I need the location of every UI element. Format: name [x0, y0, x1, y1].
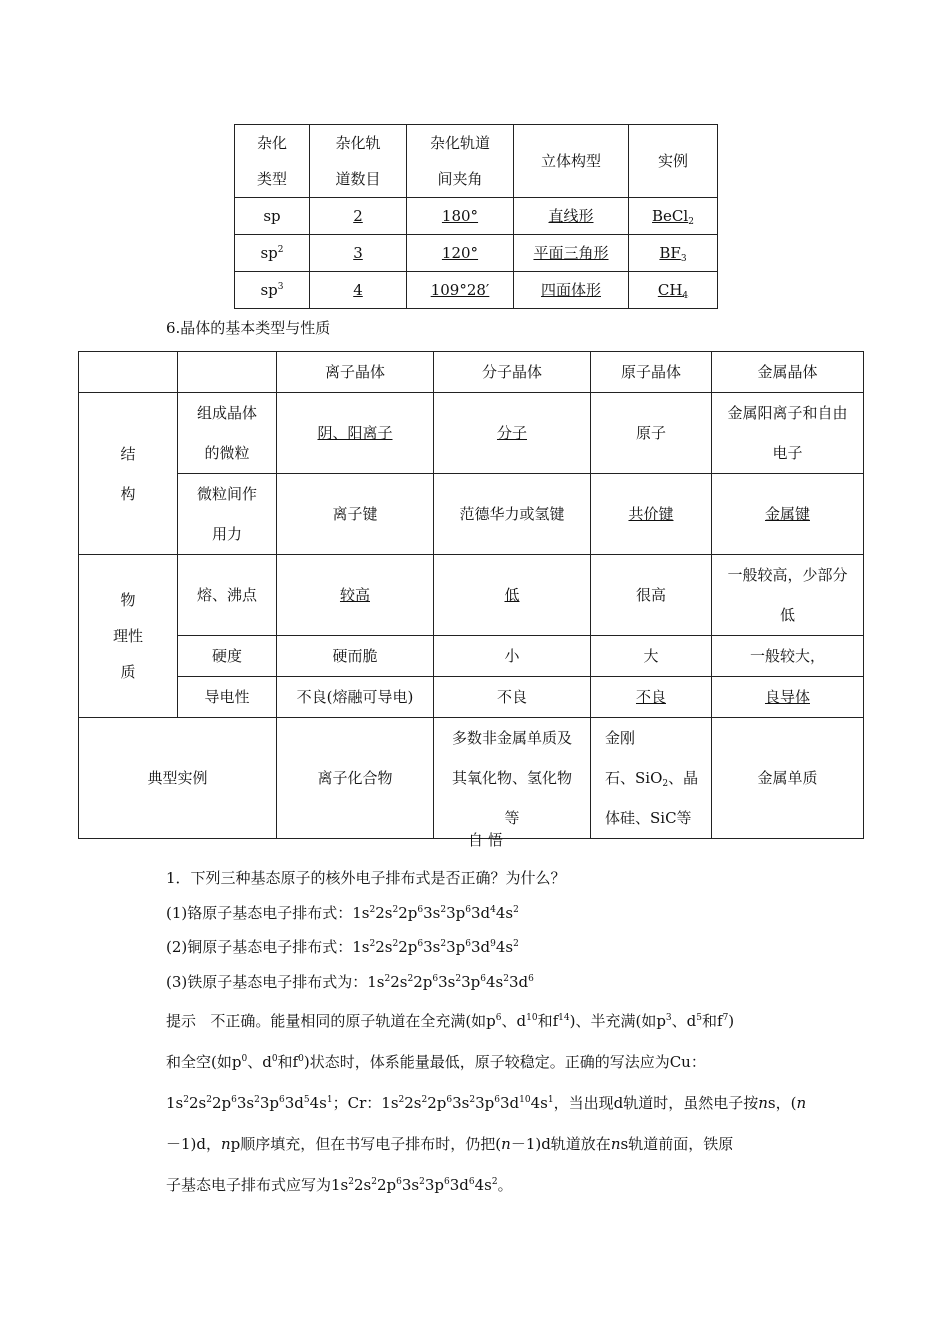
table-row	[235, 235, 718, 272]
cell-shape: 平面三角形	[514, 235, 629, 272]
cell-count: 2	[310, 198, 407, 235]
section-heading: 自 悟	[468, 831, 503, 849]
table-header-row	[235, 125, 718, 198]
row-label: 组成晶体 的微粒	[178, 393, 277, 474]
group-label-physical: 物 理性 质	[79, 555, 178, 718]
cell: 良导体	[712, 677, 864, 718]
header-cell-empty	[178, 352, 277, 393]
header-cell: 原子晶体	[591, 352, 712, 393]
row-label: 微粒间作 用力	[178, 474, 277, 555]
table-row	[235, 272, 718, 309]
question-item-3: (3)铁原子基态电子排布式为：$1s^22s^22p^63s^23p^64s^23d^6$	[166, 973, 534, 991]
cell: 很高	[591, 555, 712, 636]
hint-line: －1)d，np顺序填充，但在书写电子排布时，仍把(n－1)d轨道放在ns轨道前面，铁原	[166, 1135, 734, 1153]
question-item-1: (1)铬原子基态电子排布式：$1s^22s^22p^63s^23p^63d^44s^2$	[166, 904, 519, 922]
section-title: 6.晶体的基本类型与性质	[166, 319, 331, 337]
cell-example: $BF_3$	[629, 235, 718, 272]
row-label: 硬度	[178, 636, 277, 677]
cell: 较高	[277, 555, 434, 636]
header-cell: 杂化 类型	[235, 125, 310, 198]
table-row	[79, 677, 864, 718]
header-cell: 离子晶体	[277, 352, 434, 393]
cell: 金属阳离子和自由 电子	[712, 393, 864, 474]
header-cell: 立体构型	[514, 125, 629, 198]
table-row	[79, 636, 864, 677]
cell: 阴、阳离子	[277, 393, 434, 474]
cell-angle: 120°	[407, 235, 514, 272]
group-label-structure: 结 构	[79, 393, 178, 555]
hybridization-table	[234, 124, 718, 309]
header-cell: 杂化轨道 间夹角	[407, 125, 514, 198]
hint-line: 和全空(如$p^0$、$d^0$和$f^0$)状态时，体系能量最低，原子较稳定。正确的写法应为Cu：	[166, 1053, 706, 1071]
hint-line: $1s^22s^22p^63s^23p^63d^54s^1$；Cr：$1s^22s^22p^63s^23p^63d^{10}4s^1$，当出现d轨道时，虽然电子按ns，(n	[166, 1094, 807, 1112]
cell: 范德华力或氢键	[434, 474, 591, 555]
question-text: 1．下列三种基态原子的核外电子排布式是否正确？为什么？	[166, 869, 566, 887]
header-cell: 分子晶体	[434, 352, 591, 393]
cell-type: $sp^2$	[235, 235, 310, 272]
cell-type: sp	[235, 198, 310, 235]
cell: 大	[591, 636, 712, 677]
header-cell: 金属晶体	[712, 352, 864, 393]
header-cell-empty	[79, 352, 178, 393]
cell: 金属键	[712, 474, 864, 555]
table-header-row	[79, 352, 864, 393]
cell: 离子键	[277, 474, 434, 555]
crystal-table	[78, 351, 864, 839]
hint-line: 提示 不正确。能量相同的原子轨道在全充满(如$p^6$、$d^{10}$和$f^{14}$)、半充满(如$p^3$、$d^5$和$f^7$)	[166, 1012, 735, 1030]
cell: 不良	[434, 677, 591, 718]
cell: 低	[434, 555, 591, 636]
cell: 金刚 石、SiO$_2$、晶 体硅、SiC等	[591, 718, 712, 839]
table-row	[79, 393, 864, 474]
cell: 小	[434, 636, 591, 677]
table-row	[79, 718, 864, 839]
cell-type: $sp^3$	[235, 272, 310, 309]
cell-angle: 109°28′	[407, 272, 514, 309]
cell: 一般较大，	[712, 636, 864, 677]
header-cell: 实例	[629, 125, 718, 198]
table-row	[235, 198, 718, 235]
cell-example: BeCl$_2$	[629, 198, 718, 235]
table-row	[79, 555, 864, 636]
hint-line: 子基态电子排布式应写为$1s^22s^22p^63s^23p^63d^64s^2$。	[166, 1176, 513, 1194]
table-row	[79, 474, 864, 555]
cell: 离子化合物	[277, 718, 434, 839]
cell: 原子	[591, 393, 712, 474]
cell: 不良	[591, 677, 712, 718]
cell-shape: 四面体形	[514, 272, 629, 309]
cell: 硬而脆	[277, 636, 434, 677]
cell: 共价键	[591, 474, 712, 555]
cell-example: $CH_4$	[629, 272, 718, 309]
row-label: 导电性	[178, 677, 277, 718]
cell-angle: 180°	[407, 198, 514, 235]
cell: 分子	[434, 393, 591, 474]
cell: 金属单质	[712, 718, 864, 839]
cell-count: 3	[310, 235, 407, 272]
cell-count: 4	[310, 272, 407, 309]
row-label: 典型实例	[79, 718, 277, 839]
cell: 不良(熔融可导电)	[277, 677, 434, 718]
row-label: 熔、沸点	[178, 555, 277, 636]
question-item-2: (2)铜原子基态电子排布式：$1s^22s^22p^63s^23p^63d^94s^2$	[166, 938, 519, 956]
header-cell: 杂化轨 道数目	[310, 125, 407, 198]
cell: 一般较高，少部分 低	[712, 555, 864, 636]
cell-shape: 直线形	[514, 198, 629, 235]
cell: 多数非金属单质及 其氧化物、氢化物 等	[434, 718, 591, 839]
